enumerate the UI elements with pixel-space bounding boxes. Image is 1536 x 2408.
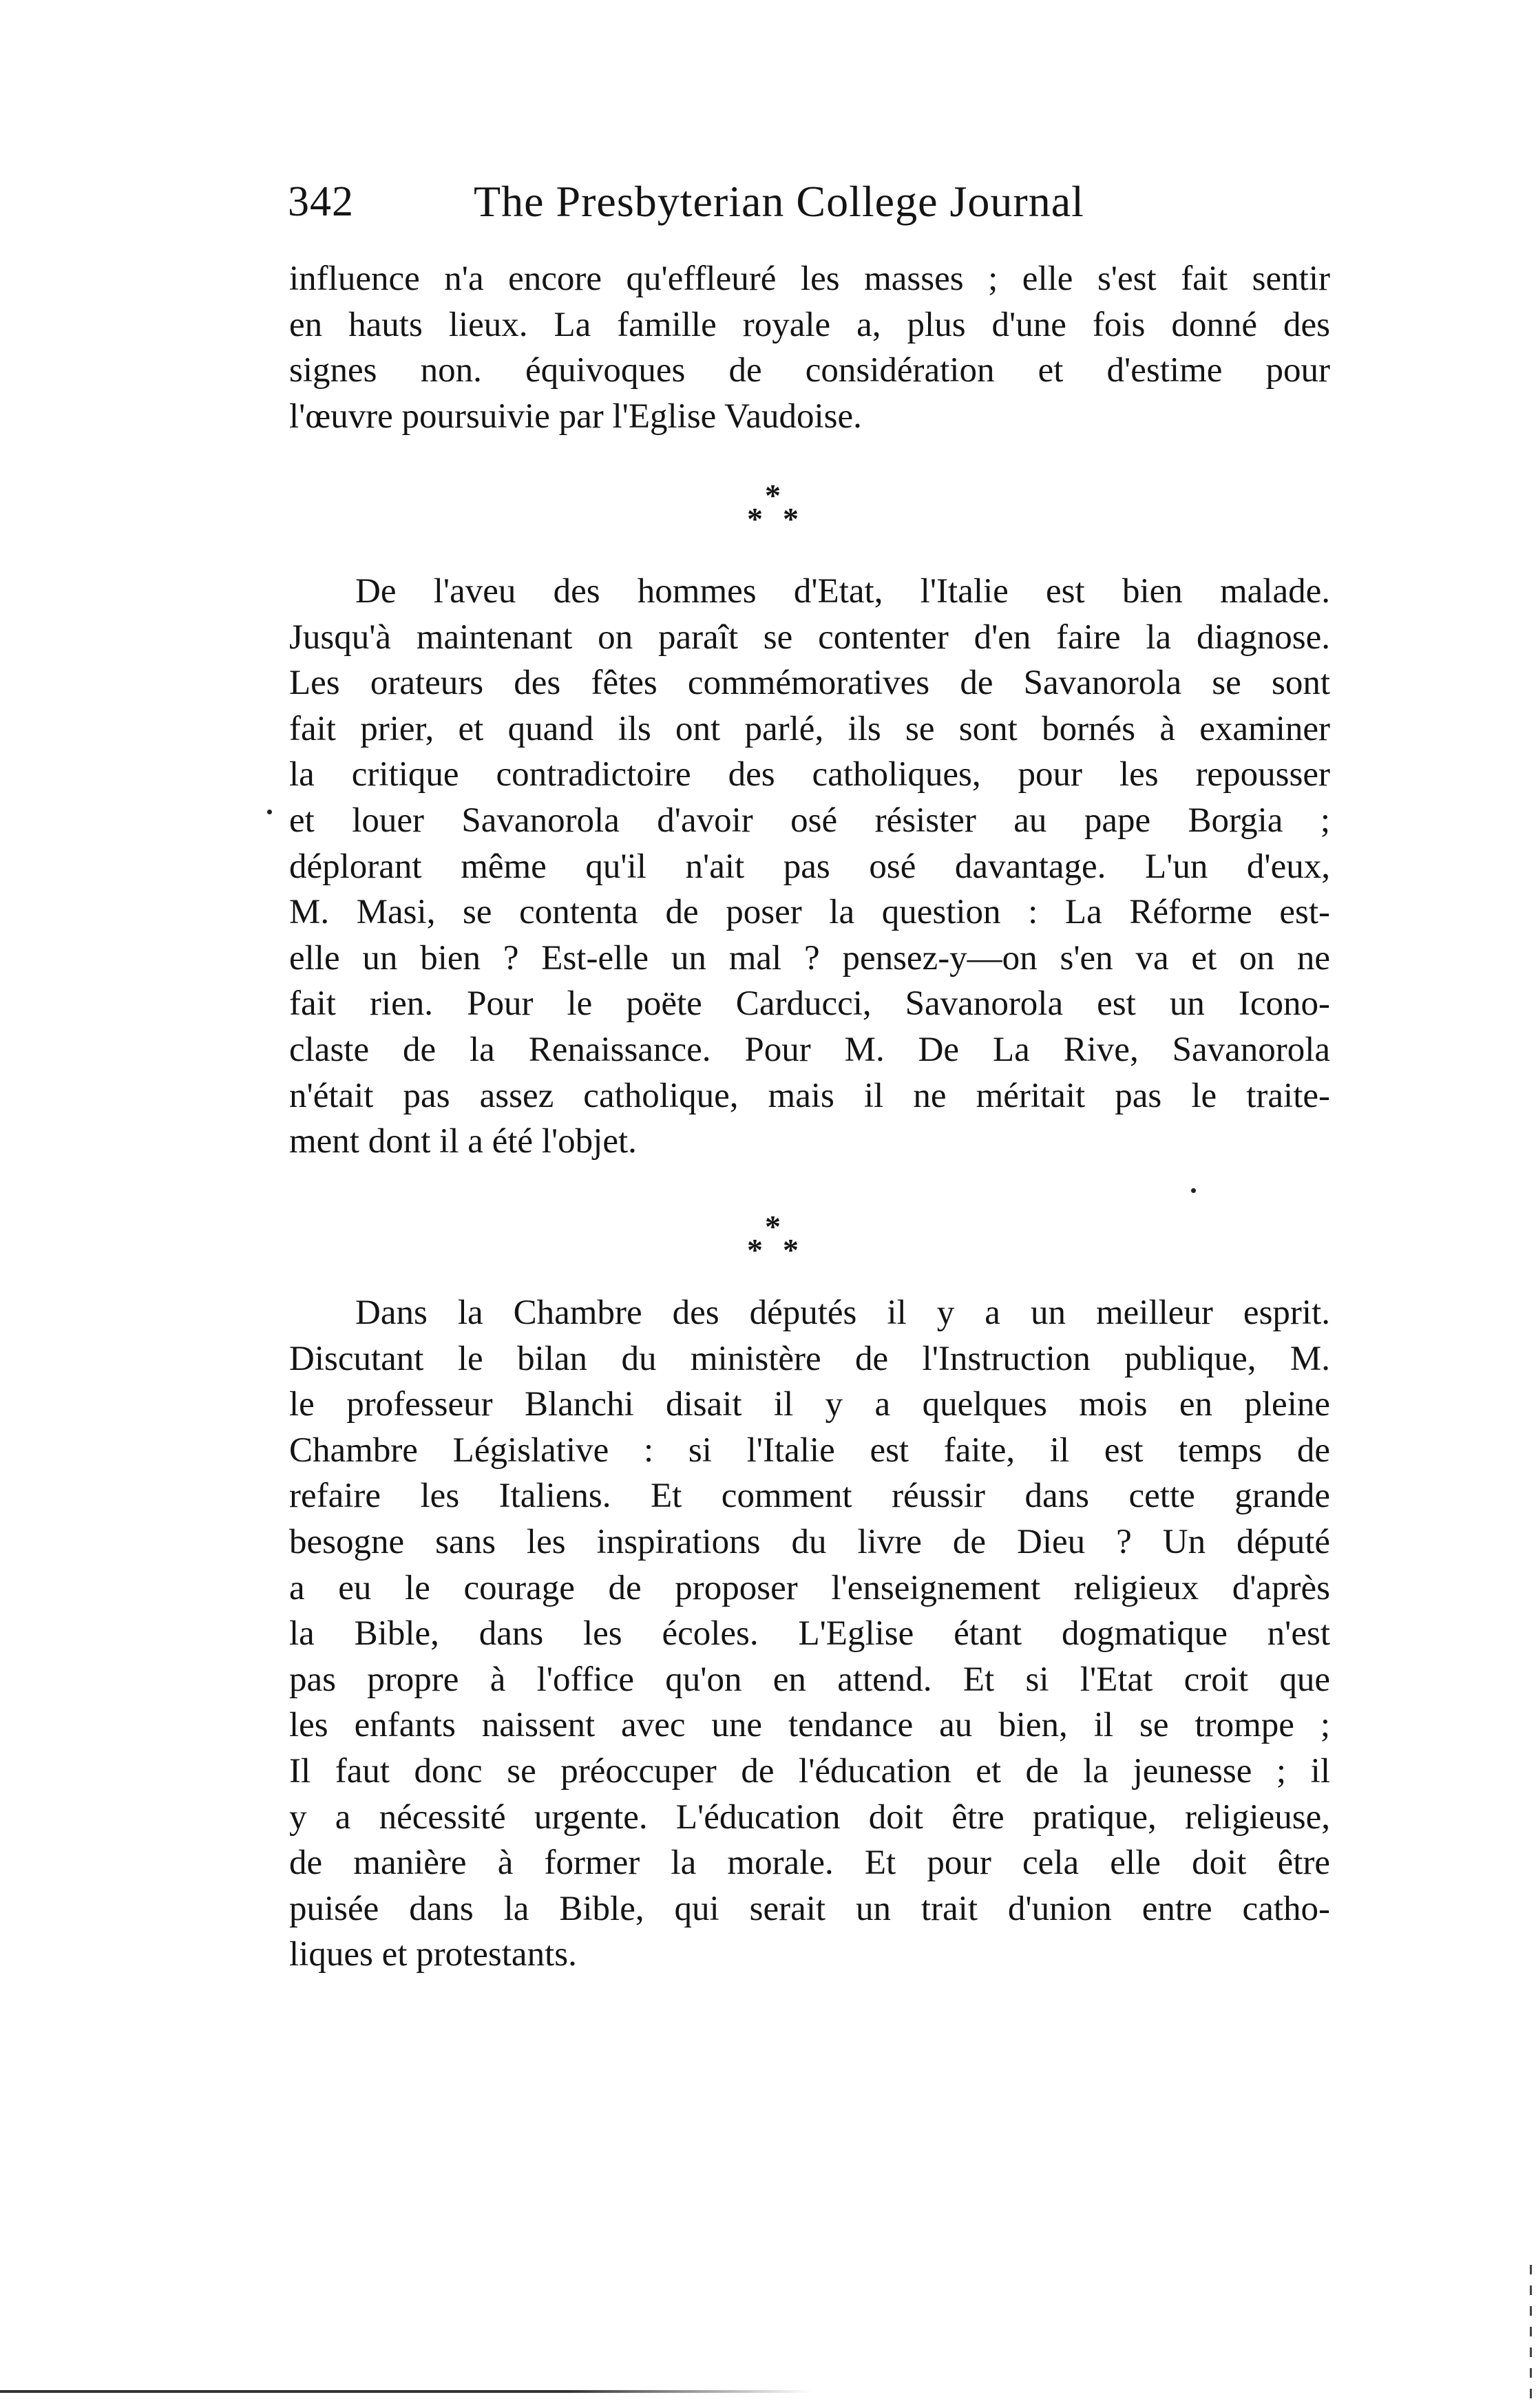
text-line: signes non. équivoques de considération et d'estime pour (289, 351, 1330, 390)
text-line: les enfants naissent avec une tendance au bien, il se trompe ; (289, 1706, 1330, 1745)
text-line: liques et protestants. (289, 1935, 577, 1974)
text-line: M. Masi, se contenta de poser la question : La Réforme est- (289, 893, 1330, 932)
scan-bottom-edge (0, 2390, 812, 2393)
text-line: fait rien. Pour le poëte Carducci, Savanorola est un Icono- (289, 984, 1330, 1024)
page-number: 342 (288, 178, 354, 225)
text-line: Dans la Chambre des députés il y a un meilleur esprit. (355, 1293, 1330, 1332)
page-header (288, 171, 1176, 233)
text-line: a eu le courage de proposer l'enseignement religieux d'après (289, 1568, 1330, 1607)
text-line: refaire les Italiens. Et comment réussir dans cette grande (289, 1477, 1330, 1516)
paragraph-3 (289, 1290, 1330, 1978)
text-line: en hauts lieux. La famille royale a, plus d'une fois donné des (289, 305, 1330, 344)
text-line: Il faut donc se préoccuper de l'éducation et de la jeunesse ; il (289, 1751, 1330, 1791)
section-separator-asterism (740, 1209, 816, 1275)
paragraph-1 (289, 256, 1330, 439)
text-line: l'œuvre poursuivie par l'Eglise Vaudoise. (289, 397, 862, 436)
text-line: de manière à former la morale. Et pour cela elle doit être (289, 1844, 1330, 1883)
text-line: puisée dans la Bible, qui serait un trait d'union entre catho- (289, 1889, 1330, 1928)
asterisk-icon: * (747, 501, 763, 536)
section-separator-asterism (740, 478, 816, 544)
text-line: y a nécessité urgente. L'éducation doit être pratique, religieuse, (289, 1797, 1330, 1837)
text-line: besogne sans les inspirations du livre de Dieu ? Un député (289, 1522, 1330, 1561)
text-line: De l'aveu des hommes d'Etat, l'Italie est bien malade. (355, 572, 1330, 611)
text-line: elle un bien ? Est-elle un mal ? pensez-y—on s'en va et on ne (289, 938, 1330, 978)
text-line: claste de la Renaissance. Pour M. De La Rive, Savanorola (289, 1030, 1330, 1069)
text-line: n'était pas assez catholique, mais il ne méritait pas le traite- (289, 1076, 1330, 1115)
text-line: Les orateurs des fêtes commémoratives de Savanorola se sont (289, 664, 1330, 703)
margin-speck (1191, 1188, 1196, 1193)
text-line: Jusqu'à maintenant on paraît se contenter d'en faire la diagnose. (289, 617, 1330, 657)
text-line: influence n'a encore qu'effleuré les masses ; elle s'est fait sentir (289, 260, 1330, 298)
text-line: pas propre à l'office qu'on en attend. Et si l'Etat croit que (289, 1660, 1330, 1699)
asterisk-icon: * (783, 1232, 799, 1267)
text-line: la Bible, dans les écoles. L'Eglise étant dogmatique n'est (289, 1614, 1330, 1654)
text-line: ment dont il a été l'objet. (289, 1122, 637, 1161)
paragraph-2 (289, 569, 1330, 1165)
text-line: Chambre Législative : si l'Italie est faite, il est temps de (289, 1430, 1330, 1470)
scan-right-edge-marks (1530, 2265, 1532, 2402)
text-line: déplorant même qu'il n'ait pas osé davantage. L'un d'eux, (289, 847, 1330, 886)
text-line: fait prier, et quand ils ont parlé, ils se sont bornés à examiner (289, 709, 1330, 748)
text-line: et louer Savanorola d'avoir osé résister au pape Borgia ; (289, 801, 1330, 840)
text-line: le professeur Blanchi disait il y a quelques mois en pleine (289, 1385, 1330, 1424)
asterisk-icon: * (765, 1209, 781, 1244)
asterisk-icon: * (765, 478, 781, 513)
text-line: Discutant le bilan du ministère de l'Instruction publique, M. (289, 1339, 1330, 1378)
asterisk-icon: * (747, 1232, 763, 1267)
text-line: la critique contradictoire des catholiques, pour les repousser (289, 755, 1330, 794)
running-title: The Presbyterian College Journal (474, 177, 1084, 226)
asterisk-icon: * (783, 501, 799, 536)
margin-speck (267, 810, 272, 814)
